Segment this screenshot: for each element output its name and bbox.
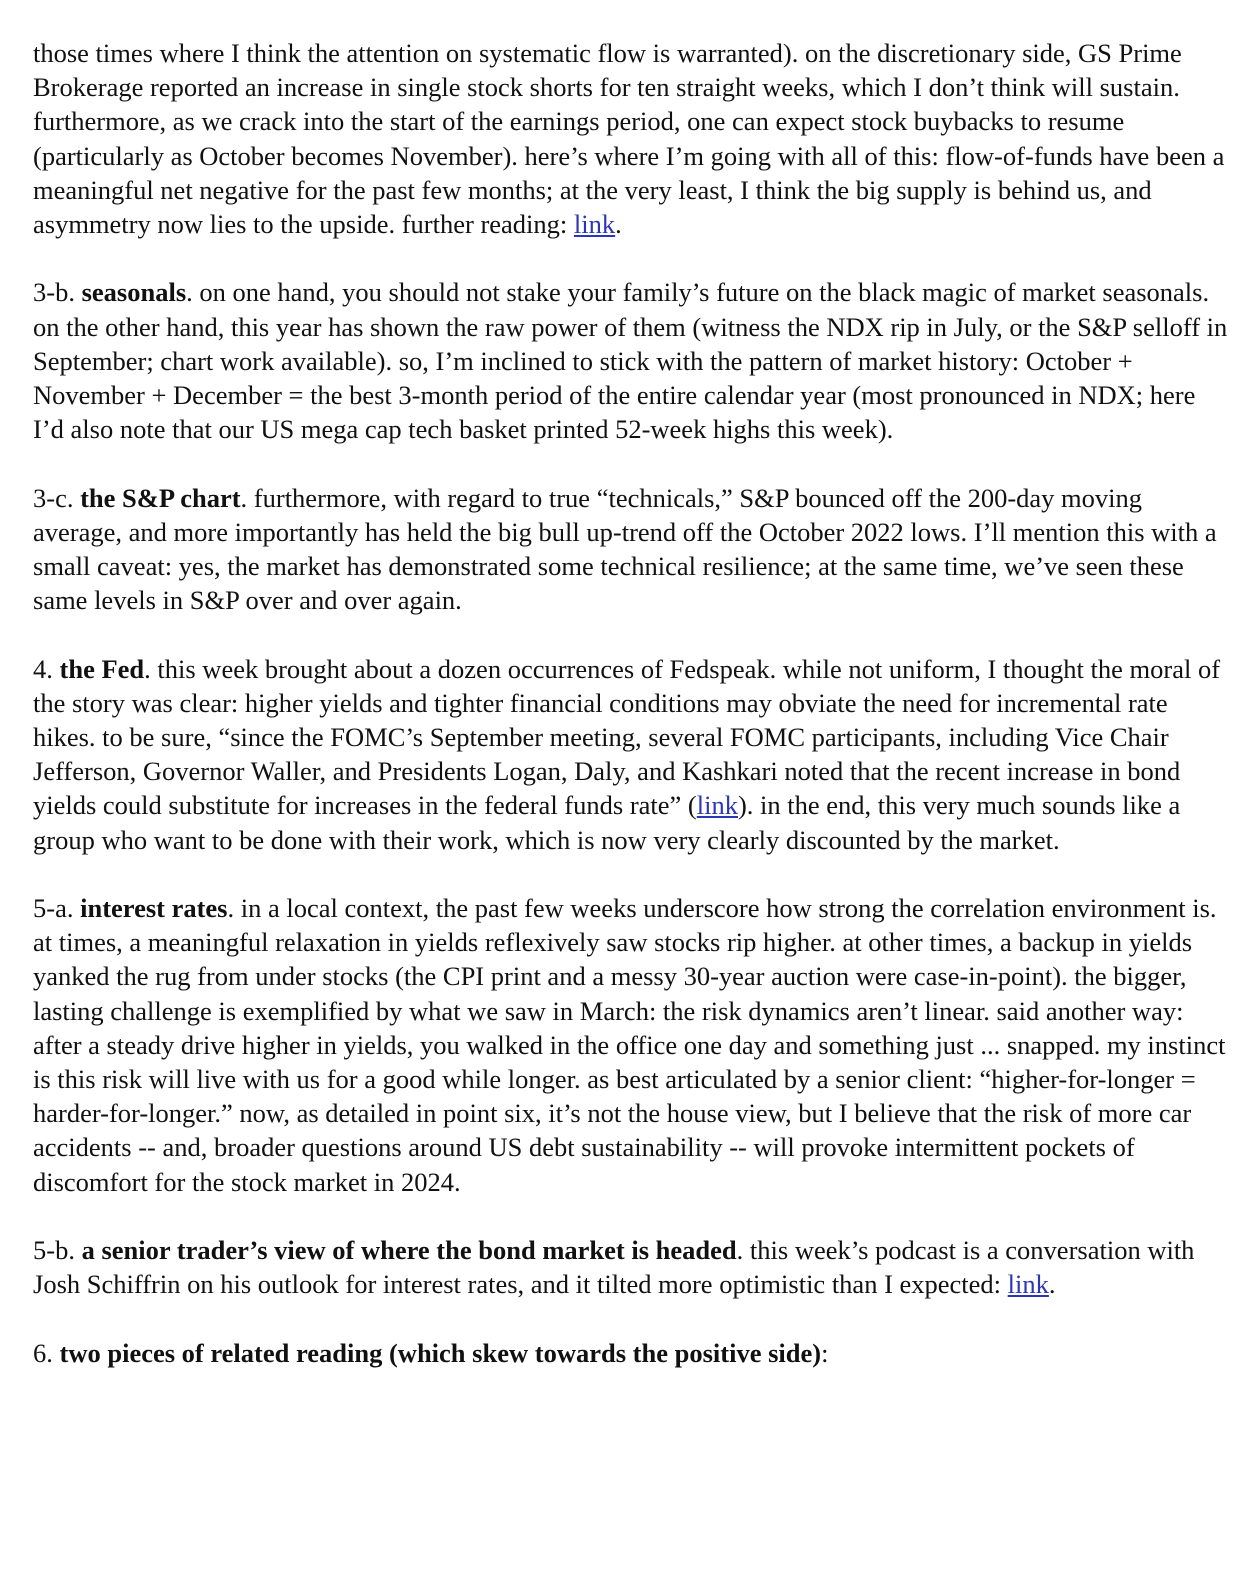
- section-number: 6.: [33, 1337, 60, 1368]
- section-heading: interest rates: [80, 893, 228, 924]
- body-text: .: [615, 209, 622, 240]
- paragraph-4: [33, 652, 1228, 857]
- section-number: 3-b.: [33, 277, 82, 308]
- section-heading: seasonals: [81, 277, 187, 308]
- body-text: .: [1048, 1269, 1056, 1300]
- paragraph-flows: [33, 36, 1228, 241]
- document-body: [33, 36, 1228, 1370]
- reference-link[interactable]: link: [1007, 1269, 1049, 1300]
- paragraph-3c: [33, 481, 1228, 618]
- section-number: 5-b.: [33, 1235, 82, 1266]
- body-text: :: [821, 1337, 829, 1368]
- reference-link[interactable]: link: [696, 790, 738, 821]
- section-heading: two pieces of related reading (which skew towards the positive side): [59, 1337, 822, 1368]
- body-text: . on one hand, you should not stake your family’s future on the black magic of market seasonals. on the other hand, this year has shown the raw power of them (witness the NDX rip in July, or the S&P selloff in September; chart work available). so, I’m inclined to stick with the pattern of market history: October + November + December = the best 3-month period of the entire calendar year (most pronounced in NDX; here I’d also note that our US mega cap tech basket printed 52-week highs this week).: [33, 277, 1228, 445]
- paragraph-6: [33, 1336, 1228, 1370]
- section-heading: the S&P chart: [80, 482, 241, 513]
- paragraph-5b: [33, 1233, 1228, 1301]
- paragraph-3b: [33, 275, 1228, 446]
- section-number: 3-c.: [33, 482, 81, 513]
- body-text: . furthermore, with regard to true “technicals,” S&P bounced off the 200-day moving average, and more importantly has held the big bull up-trend off the October 2022 lows. I’ll mention this with a small caveat: yes, the market has demonstrated some technical resilience; at the same time, we’ve seen these same levels in S&P over and over again.: [33, 482, 1217, 616]
- reference-link[interactable]: link: [573, 209, 616, 240]
- body-text: ). in the end, this very much sounds like a group who want to be done with their work, which is now very clearly discounted by the market.: [33, 790, 1181, 855]
- section-number: 4.: [33, 653, 60, 684]
- body-text: those times where I think the attention on systematic flow is warranted). on the discretionary side, GS Prime Brokerage reported an increase in single stock shorts for ten straight weeks, which I don’t think will sustain. furthermore, as we crack into the start of the earnings period, one can expect stock buybacks to resume (particularly as October becomes November). here’s where I’m going with all of this: flow-of-funds have been a meaningful net negative for the past few months; at the very least, I think the big supply is behind us, and asymmetry now lies to the upside. further reading:: [33, 38, 1225, 240]
- section-heading: a senior trader’s view of where the bond market is headed: [81, 1235, 737, 1266]
- section-number: 5-a.: [33, 893, 81, 924]
- body-text: . this week’s podcast is a conversation with Josh Schiffrin on his outlook for interest rates, and it tilted more optimistic than I expected:: [33, 1235, 1195, 1300]
- paragraph-5a: [33, 891, 1228, 1199]
- body-text: . this week brought about a dozen occurrences of Fedspeak. while not uniform, I thought the moral of the story was clear: higher yields and tighter financial conditions may obviate the need for incremental rate hikes. to be sure, “since the FOMC’s September meeting, several FOMC participants, including Vice Chair Jefferson, Governor Waller, and Presidents Logan, Daly, and Kashkari noted that the recent increase in bond yields could substitute for increases in the federal funds rate” (: [33, 653, 1221, 821]
- body-text: . in a local context, the past few weeks underscore how strong the correlation environment is. at times, a meaningful relaxation in yields reflexively saw stocks rip higher. at other times, a backup in yields yanked the rug from under stocks (the CPI print and a messy 30-year auction were case-in-point). the bigger, lasting challenge is exemplified by what we saw in March: the risk dynamics aren’t linear. said another way: after a steady drive higher in yields, you walked in the office one day and something just ... snapped. my instinct is this risk will live with us for a good while longer. as best articulated by a senior client: “higher-for-longer = harder-for-longer.” now, as detailed in point six, it’s not the house view, but I believe that the risk of more car accidents -- and, broader questions around US debt sustainability -- will provoke intermittent pockets of discomfort for the stock market in 2024.: [33, 893, 1226, 1197]
- section-heading: the Fed: [59, 653, 145, 684]
